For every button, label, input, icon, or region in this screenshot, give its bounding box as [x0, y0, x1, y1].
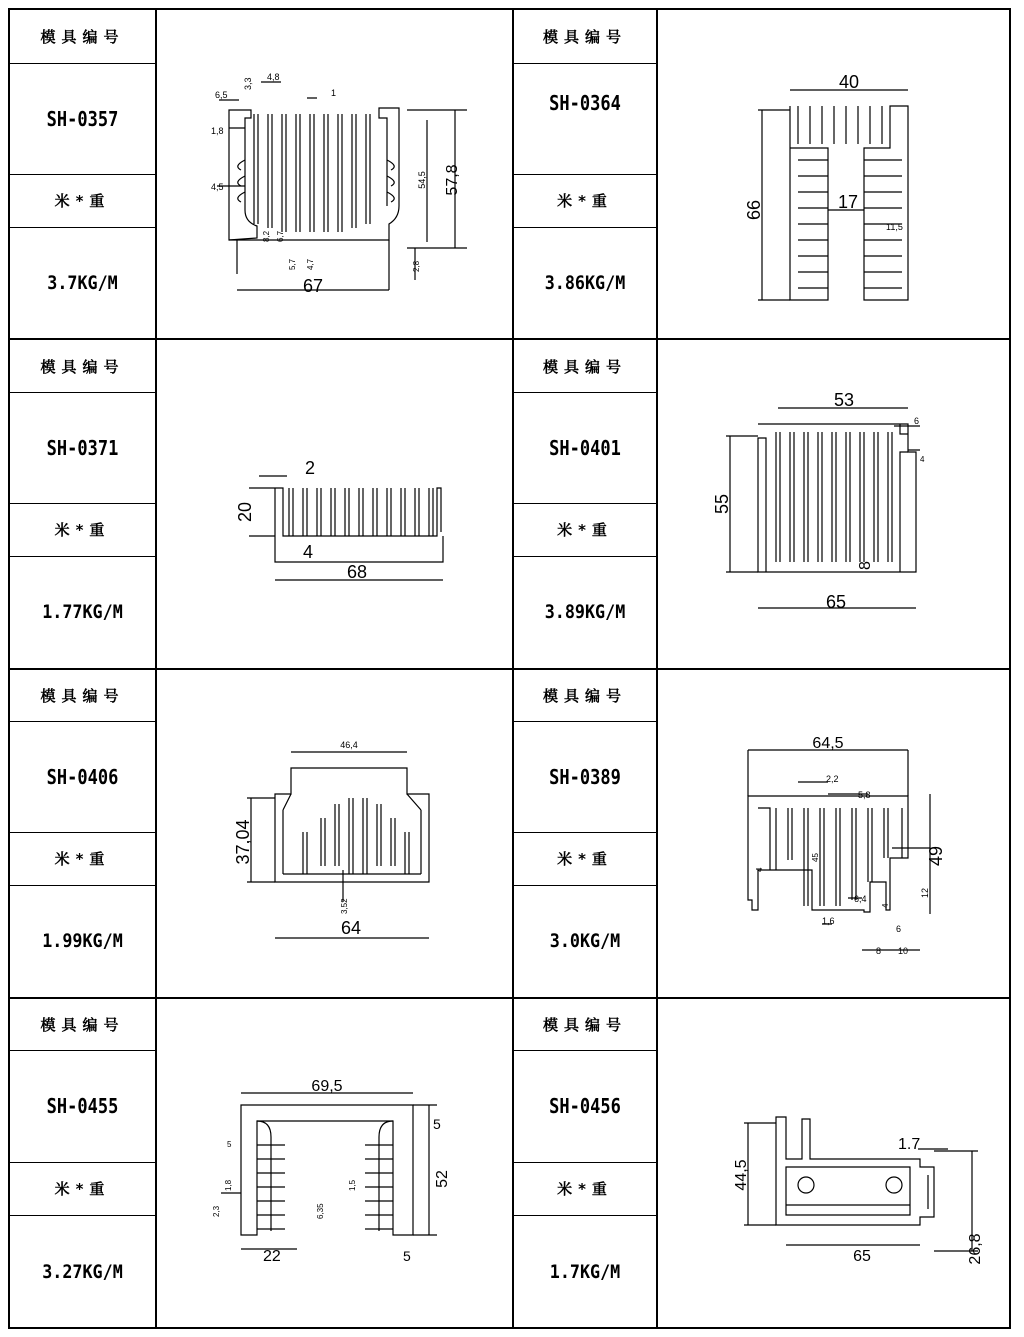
- dim-i: 6,7: [276, 230, 285, 242]
- weight-value: 1.7KG/M: [549, 1261, 621, 1283]
- dim-a: 6,5: [215, 90, 228, 100]
- dim-j: 5,7: [288, 258, 297, 270]
- dim-fin-thickness: 2: [305, 458, 316, 478]
- profile-drawing-sh-0456: [658, 999, 1011, 1329]
- weight-value: 1.77KG/M: [42, 601, 123, 623]
- profile-drawing-sh-0371: [157, 340, 512, 668]
- mold-no-label: 模具编号: [542, 687, 627, 705]
- dim-b: 3,3: [243, 77, 253, 90]
- dim-a: 5: [433, 1116, 441, 1132]
- dim-c: 45: [811, 853, 820, 862]
- mold-no-label: 模具编号: [542, 28, 627, 46]
- dim-l: 2,8: [412, 260, 421, 272]
- product-code: SH-0364: [549, 91, 621, 115]
- product-code: SH-0371: [46, 435, 119, 460]
- dim-inner-height: 54,5: [417, 171, 427, 189]
- dim-height: 37,04: [233, 819, 253, 865]
- dim-d: 1: [331, 88, 337, 98]
- profile-drawing-sh-0389: [658, 670, 1011, 998]
- dim-e: 4: [920, 455, 925, 464]
- dim-a: 2,2: [826, 774, 839, 784]
- dim-e: 1,5: [348, 1179, 357, 1191]
- product-code: SH-0389: [549, 764, 621, 789]
- dim-b: 5,8: [858, 790, 871, 800]
- product-code: SH-0357: [46, 106, 119, 131]
- dim-side: 6: [914, 416, 920, 426]
- mold-no-label: 模具编号: [542, 357, 627, 376]
- weight-label: 米*重: [54, 1180, 111, 1198]
- profile-drawing-sh-0364: [658, 10, 1011, 338]
- dim-fin: 11,5: [886, 222, 903, 232]
- weight-value: 1.99KG/M: [42, 930, 123, 952]
- weight-label: 米*重: [54, 850, 111, 868]
- dim-top-width: 53: [833, 390, 855, 410]
- dim-d: 1,8: [224, 1179, 233, 1191]
- dim-i: 6: [896, 924, 902, 934]
- dim-thickness: 1.7: [898, 1136, 921, 1153]
- dim-width: 65: [825, 592, 847, 612]
- mold-no-label: 模具编号: [40, 1016, 125, 1034]
- mold-no-label: 模具编号: [40, 357, 125, 376]
- product-code: SH-0455: [46, 1094, 119, 1118]
- dim-k: 4,7: [306, 258, 315, 270]
- dim-width: 64: [340, 918, 362, 938]
- weight-label: 米*重: [557, 192, 613, 210]
- weight-label: 米*重: [557, 1180, 613, 1198]
- dim-k: 10: [898, 946, 909, 956]
- product-code: SH-0401: [549, 435, 621, 460]
- dim-h: 12: [920, 887, 930, 898]
- weight-label: 米*重: [557, 521, 613, 539]
- dim-width: 65: [853, 1248, 871, 1265]
- dim-e: 1,8: [211, 126, 224, 136]
- dim-f: 4,5: [211, 182, 224, 192]
- weight-label: 米*重: [54, 521, 111, 539]
- weight-label: 米*重: [54, 192, 111, 210]
- dim-g: 6,35: [316, 1203, 325, 1219]
- dim-height: 49: [926, 845, 946, 867]
- dim-top-width: 64,5: [812, 735, 844, 752]
- dim-width: 40: [838, 72, 860, 92]
- dim-f: 4: [755, 867, 764, 872]
- mold-no-label: 模具编号: [542, 1016, 627, 1034]
- dim-g: 8,2: [262, 230, 271, 242]
- product-code: SH-0456: [549, 1094, 621, 1118]
- weight-label: 米*重: [557, 850, 613, 868]
- weight-value: 3.7KG/M: [47, 271, 118, 294]
- dim-width: 67: [302, 276, 324, 296]
- dim-width: 68: [346, 562, 368, 582]
- mold-no-label: 模具编号: [40, 28, 125, 46]
- dim-d: 6,4: [854, 894, 867, 904]
- weight-value: 3.86KG/M: [544, 271, 626, 294]
- dim-height: 44,5: [733, 1159, 750, 1191]
- dim-c: 5: [403, 1248, 411, 1264]
- dim-gap: 17: [837, 192, 859, 212]
- dim-b: 5: [227, 1140, 232, 1149]
- dim-gap: 8: [857, 561, 874, 570]
- dim-height: 66: [744, 199, 764, 221]
- weight-value: 3.0KG/M: [549, 930, 621, 952]
- weight-value: 3.89KG/M: [544, 601, 626, 623]
- dim-top-width: 46,4: [340, 740, 358, 750]
- profile-drawing-sh-0406: [157, 670, 512, 998]
- dim-width: 69,5: [311, 1078, 343, 1095]
- dim-base: 4: [303, 542, 314, 562]
- profile-drawing-sh-0357: [157, 10, 512, 338]
- spec-sheet-table: [8, 8, 1011, 1329]
- dim-c: 4,8: [267, 72, 280, 82]
- dim-base-width: 22: [263, 1248, 281, 1265]
- weight-value: 3.27KG/M: [42, 1261, 123, 1283]
- dim-height: 57,8: [444, 164, 461, 196]
- profile-drawing-sh-0455: [157, 999, 512, 1329]
- dim-g: 4: [881, 903, 890, 908]
- dim-height: 20: [235, 501, 255, 523]
- dim-j: 8: [876, 946, 882, 956]
- dim-height: 55: [712, 493, 732, 515]
- profile-drawing-sh-0401: [658, 340, 1011, 668]
- dim-base: 3,52: [340, 898, 349, 914]
- mold-no-label: 模具编号: [40, 687, 125, 705]
- dim-e: 1,6: [822, 916, 835, 926]
- dim-height: 52: [434, 1170, 451, 1188]
- dim-f: 2,3: [212, 1205, 221, 1217]
- product-code: SH-0406: [46, 764, 119, 789]
- dim-right-height: 26,8: [967, 1233, 984, 1265]
